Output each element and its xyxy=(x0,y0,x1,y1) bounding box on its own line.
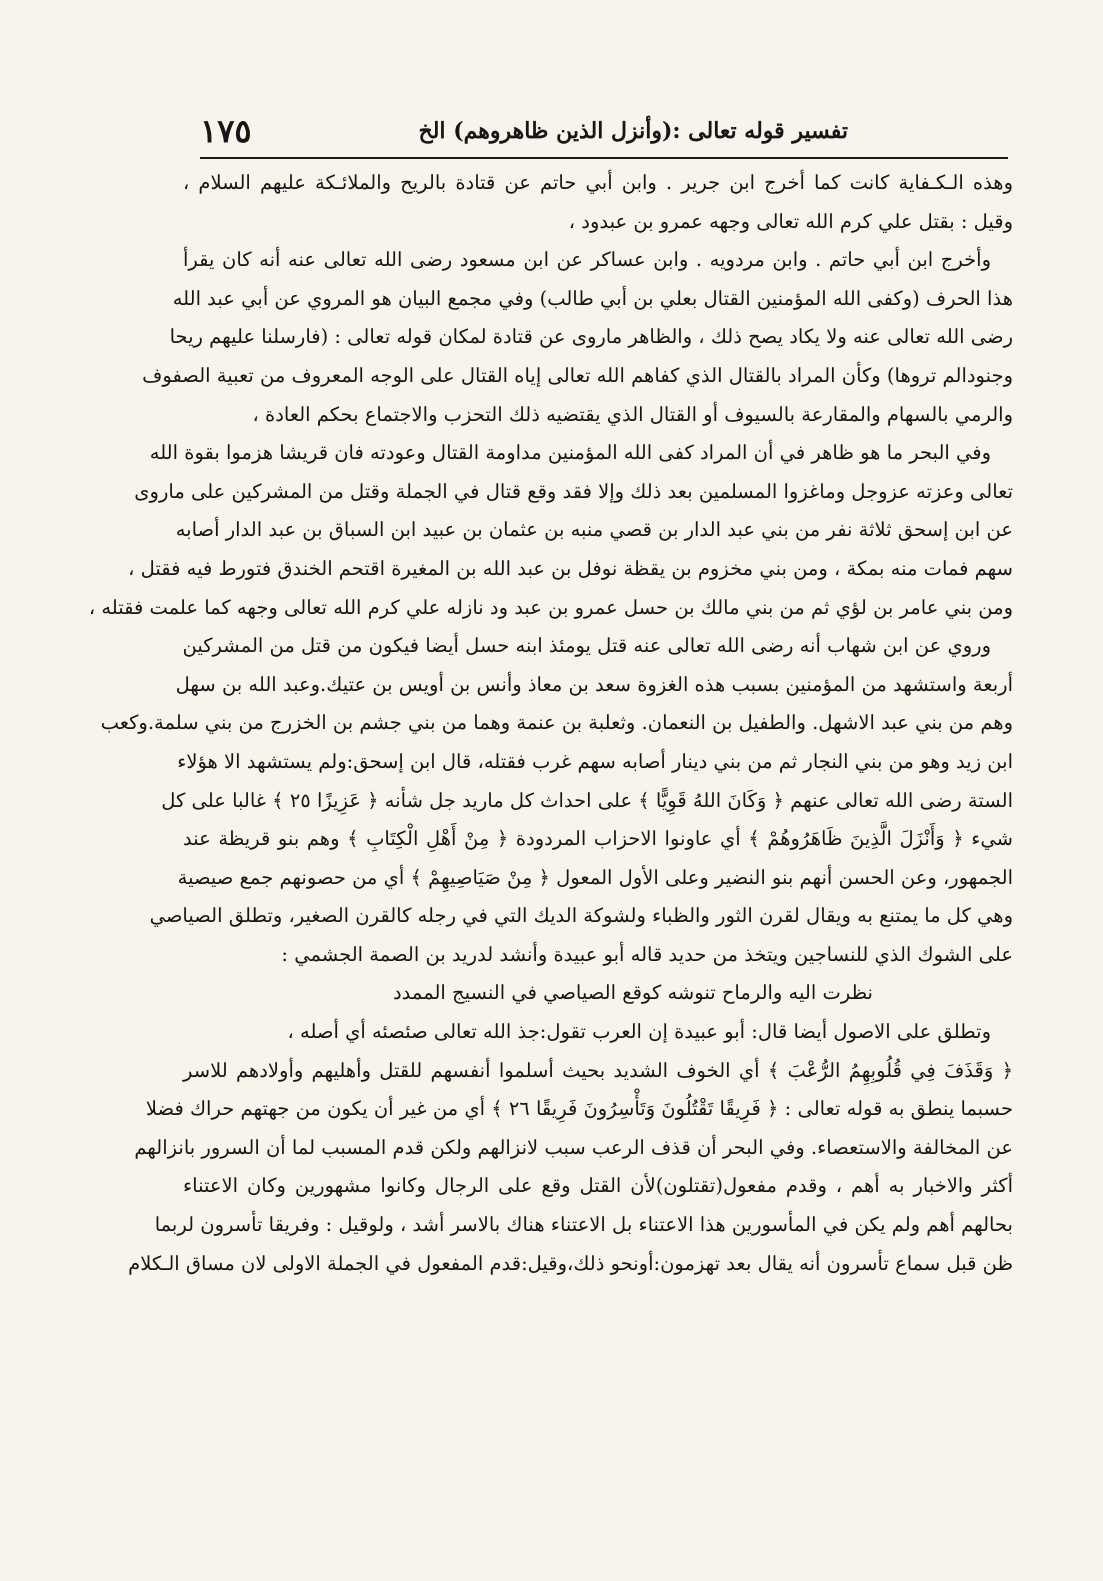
page-header xyxy=(200,112,1008,156)
text-line: وروي عن ابن شهاب أنه رضى الله تعالى عنه قتل يومئذ ابنه حسل أيضا فيكون من قتل من المشركين xyxy=(182,634,991,658)
text-line: رضى الله تعالى عنه ولا يكاد يصح ذلك ، والظاهر ماروى عن قتادة لمكان قوله تعالى : (فارسلنا عليهم ريحا xyxy=(169,325,1013,349)
text-line: ومن بني عامر بن لؤي ثم من بني مالك بن حسل عمرو بن عبد ود نازله علي كرم الله تعالى وجهه كما علمت فقتله ، xyxy=(88,595,1013,619)
text-line: على الشوك الذي للنساجين ويتخذ من حديد قاله أبو عبيدة وأنشد لدريد بن الصمة الجشمي : xyxy=(281,942,1013,966)
text-line: عن ابن إسحق ثلاثة نفر من بني عبد الدار بن قصي منبه بن عثمان بن عبيد ابن السباق بن عبد الدار أصابه xyxy=(175,518,1013,542)
page-body xyxy=(88,164,1013,1283)
page-number: ١٧٥ xyxy=(200,112,252,150)
text-line: وجنودالم تروها) وكأن المراد بالقتال الذي كفاهم الله تعالى إياه القتال على الوجه المعروف من تعبية الصفوف xyxy=(142,363,1013,387)
text-line: وهم من بني عبد الاشهل. والطفيل بن النعمان. وثعلبة بن عنمة وهما من بني جشم بن الخزرج من بني سلمة.وكعب xyxy=(100,711,1013,735)
text-line: حسبما ينطق به قوله تعالى : ﴿ فَرِيقًا تَقْتُلُونَ وَتَأْسِرُونَ فَرِيقًا ٢٦ ﴾ أي من غير أن يكون من جهتهم حراك فضلا xyxy=(145,1097,1013,1121)
text-line: ﴿ وَقَذَفَ فِي قُلُوبِهِمُ الرُّعْبَ ﴾ أي الخوف الشديد بحيث أسلموا أنفسهم للقتل وأهليهم وأولادهم للاسر xyxy=(183,1058,1013,1082)
text-line: بحالهم أهم ولم يكن في المأسورين هذا الاعتناء بل الاعتناء هناك بالاسر أشد ، ولوقيل : وفريقا تأسرون لربما xyxy=(154,1213,1013,1237)
text-line: والرمي بالسهام والمقارعة بالسيوف أو القتال الذي يقتضيه ذلك التحزب والاجتماع بحكم العادة ، xyxy=(252,402,1013,426)
text-line: عن المخالفة والاستعصاء. وفي البحر أن قذف الرعب سبب لانزالهم ولكن قدم المسبب لما أن السرور بانزالهم xyxy=(134,1135,1013,1159)
text-line: وفي البحر ما هو ظاهر في أن المراد كفى الله المؤمنين مداومة القتال وعودته فان قريشا هزموا بقوة الله xyxy=(149,441,991,465)
text-line: الستة رضى الله تعالى عنهم ﴿ وَكَانَ اللهُ قَوِيًّا ﴾ على احداث كل ماريد جل شأنه ﴿ عَزِيزًا ٢٥ ﴾ غالبا على كل xyxy=(161,788,1013,812)
text-line: وأخرج ابن أبي حاتم . وابن مردويه . وابن عساكر عن ابن مسعود رضى الله تعالى عنه أنه كان يقرأ xyxy=(183,248,991,272)
text-line: وتطلق على الاصول أيضا قال: أبو عبيدة إن العرب تقول:جذ الله تعالى صئصئه أي أصله ، xyxy=(287,1020,991,1044)
text-line: وهي كل ما يمتنع به ويقال لقرن الثور والظباء ولشوكة الديك التي في رجله كالقرن الصغير، وتطلق الصياصي xyxy=(149,904,1013,928)
text-line: تعالى وعزته عزوجل وماغزوا المسلمين بعد ذلك وإلا فقد وقع قتال في الجملة وقتل من المشركين على ماروى xyxy=(134,479,1013,503)
text-line: وهذه الـكـفاية كانت كما أخرج ابن جرير . وابن أبي حاتم عن قتادة بالريح والملائـكة عليهم السلام ، xyxy=(183,171,1013,194)
text-line: ظن قبل سماع تأسرون أنه يقال بعد تهزمون:أونحو ذلك،وقيل:قدم المفعول في الجملة الاولى لان مساق الـكلام xyxy=(128,1251,1013,1275)
header-rule xyxy=(200,157,1008,159)
text-line: هذا الحرف (وكفى الله المؤمنين القتال بعلي بن أبي طالب) وفي مجمع البيان هو المروي عن أبي عبد الله xyxy=(172,286,1013,310)
text-line: وقيل : بقتل علي كرم الله تعالى وجهه عمرو بن عبدود ، xyxy=(568,209,1013,233)
text-line: الجمهور، وعن الحسن أنهم بنو النضير وعلى الأول المعول ﴿ مِنْ صَيَاصِيهِمْ ﴾ أي من حصونهم جمع صيصية xyxy=(177,865,1013,889)
text-line: شيء ﴿ وَأَنْزَلَ الَّذِينَ ظَاهَرُوهُمْ ﴾ أي عاونوا الاحزاب المردودة ﴿ مِنْ أَهْلِ الْكِتَابِ ﴾ وهم بنو قريظة عند xyxy=(183,827,1013,851)
running-title: تفسير قوله تعالى :(وأنزل الذين ظاهروهم) الخ xyxy=(418,118,848,144)
text-line: أربعة واستشهد من المؤمنين بسبب هذه الغزوة سعد بن معاذ وأنس بن أويس بن عتيك.وعبد الله بن سهل xyxy=(175,672,1013,696)
text-line: سهم فمات منه بمكة ، ومن بني مخزوم بن يقظة نوفل بن عبد الله بن المغيرة اقتحم الخندق فتورط فيه فقتل ، xyxy=(128,556,1013,580)
text-line: أكثر والاخبار به أهم ، وقدم مفعول(تقتلون)لأن القتل وقع على الرجال وكانوا مشهورين وكان الاعتناء xyxy=(183,1174,1013,1198)
poetry-verse-line: نظرت اليه والرماح تنوشه كوقع الصياصي في النسيج الممدد xyxy=(393,981,873,1005)
text-line: ابن زيد وهو من بني النجار ثم من بني دينار أصابه سهم غرب فقتله، قال ابن إسحق:ولم يستشهد الا هؤلاء xyxy=(177,749,1013,773)
